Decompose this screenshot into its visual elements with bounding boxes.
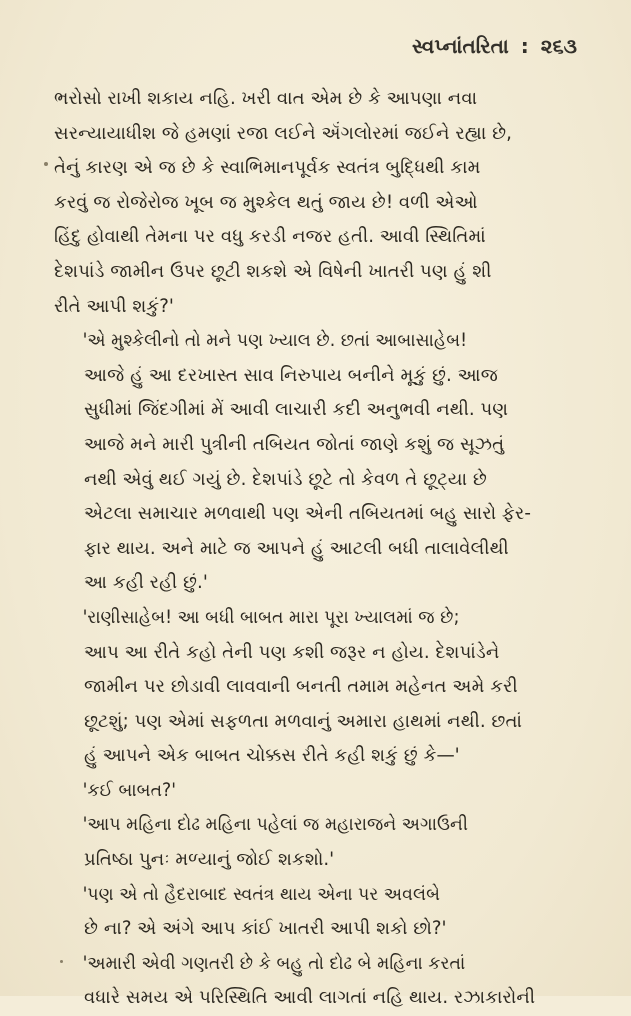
text-line: પ્રતિષ્ઠા પુનઃ મળ્યાનું જોઈ શકશો.' <box>84 849 335 871</box>
text-line: છૂટશું; પણ એમાં સફળતા મળવાનું અમારા હાથમાં નથી. છતાં <box>84 710 523 732</box>
text-line: 'એ મુશ્કેલીનો તો મને પણ ખ્યાલ છે. છતાં આબાસાહેબ! <box>82 330 468 352</box>
chapter-title: સ્વપ્નાંતરિતા <box>411 34 509 58</box>
running-header <box>54 34 577 70</box>
text-line: જામીન પર છોડાવી લાવવાની બનતી તમામ મહેનત અમે કરી <box>84 676 518 698</box>
paper-speck <box>44 162 48 166</box>
text-line: ફાર થાય. અને માટે જ આપને હું આટલી બધી તાલાવેલીથી <box>84 537 509 559</box>
paper-speck <box>60 960 63 963</box>
paragraph <box>54 324 577 601</box>
text-line: છે ના? એ અંગે આપ કાંઈ ખાતરી આપી શકો છો?' <box>84 918 447 940</box>
paragraph <box>54 947 577 1016</box>
text-line: તેનું કારણ એ જ છે કે સ્વાભિમાનપૂર્વક સ્વતંત્ર બુદ્ધિથી કામ <box>54 157 481 179</box>
text-line: એટલા સમાચાર મળવાથી પણ એની તબિયતમાં બહુ સારો ફેર- <box>84 503 531 525</box>
text-line: હું આપને એક બાબત ચોક્કસ રીતે કહી શકું છું કે—' <box>84 745 460 767</box>
page-number: ૨૬૩ <box>540 34 577 58</box>
text-line: સુધીમાં જિંદગીમાં મેં આવી લાચારી કદી અનુભવી નથી. પણ <box>84 399 509 421</box>
paragraph <box>54 774 577 809</box>
header-separator: : <box>520 34 529 58</box>
text-line: નથી એવું થઈ ગયું છે. દેશપાંડે છૂટે તો કેવળ તે છૂટ્યા છે <box>84 468 487 490</box>
text-line: દેશપાંડે જામીન ઉપર છૂટી શકશે એ વિષેની ખાતરી પણ હું શી <box>54 260 492 282</box>
text-line: કરવું જ રોજેરોજ ખૂબ જ મુશ્કેલ થતું જાય છે! વળી એઓ <box>54 191 478 213</box>
paragraph <box>54 808 577 877</box>
text-line: 'આપ મહિના દોઢ મહિના પહેલાં જ મહારાજને અગાઉની <box>82 814 468 836</box>
text-line: 'પણ એ તો હૈદરાબાદ સ્વતંત્ર થાય એના પર અવલંબે <box>82 883 441 905</box>
paragraph <box>54 82 577 324</box>
text-line: સરન્યાયાધીશ જે હમણાં રજા લઈને ઍંગલોરમાં જઈને રહ્યા છે, <box>54 122 512 144</box>
text-line: રીતે આપી શકું?' <box>54 295 174 317</box>
text-line: આપ આ રીતે કહો તેની પણ કશી જરૂર ન હોય. દેશપાંડેને <box>84 641 500 663</box>
text-line: 'કઈ બાબત?' <box>82 779 177 801</box>
text-line: આ કહી રહી છું.' <box>84 572 208 594</box>
text-line: આજે હું આ દરખાસ્ત સાવ નિરુપાય બનીને મૂકું છું. આજ <box>84 364 498 386</box>
text-line: ભરોસો રાખી શકાય નહિ. ખરી વાત એમ છે કે આપણા નવા <box>54 88 478 109</box>
paragraph <box>54 878 577 947</box>
paragraph <box>54 601 577 774</box>
text-line: 'રાણીસાહેબ! આ બધી બાબત મારા પૂરા ખ્યાલમાં જ છે; <box>82 606 460 628</box>
text-line: 'અમારી એવી ગણતરી છે કે બહુ તો દોઢ બે મહિના કરતાં <box>82 952 466 974</box>
body-text <box>54 82 577 1016</box>
text-line: હિંદુ હોવાથી તેમના પર વધુ કરડી નજર હતી. આવી સ્થિતિમાં <box>54 226 486 248</box>
text-line: વધારે સમય એ પરિસ્થિતિ આવી લાગતાં નહિ થાય. રઝાકારોની <box>84 987 536 1009</box>
text-line: આજે મને મારી પુત્રીની તબિયત જોતાં જાણે કશું જ સૂઝતું <box>84 433 505 455</box>
